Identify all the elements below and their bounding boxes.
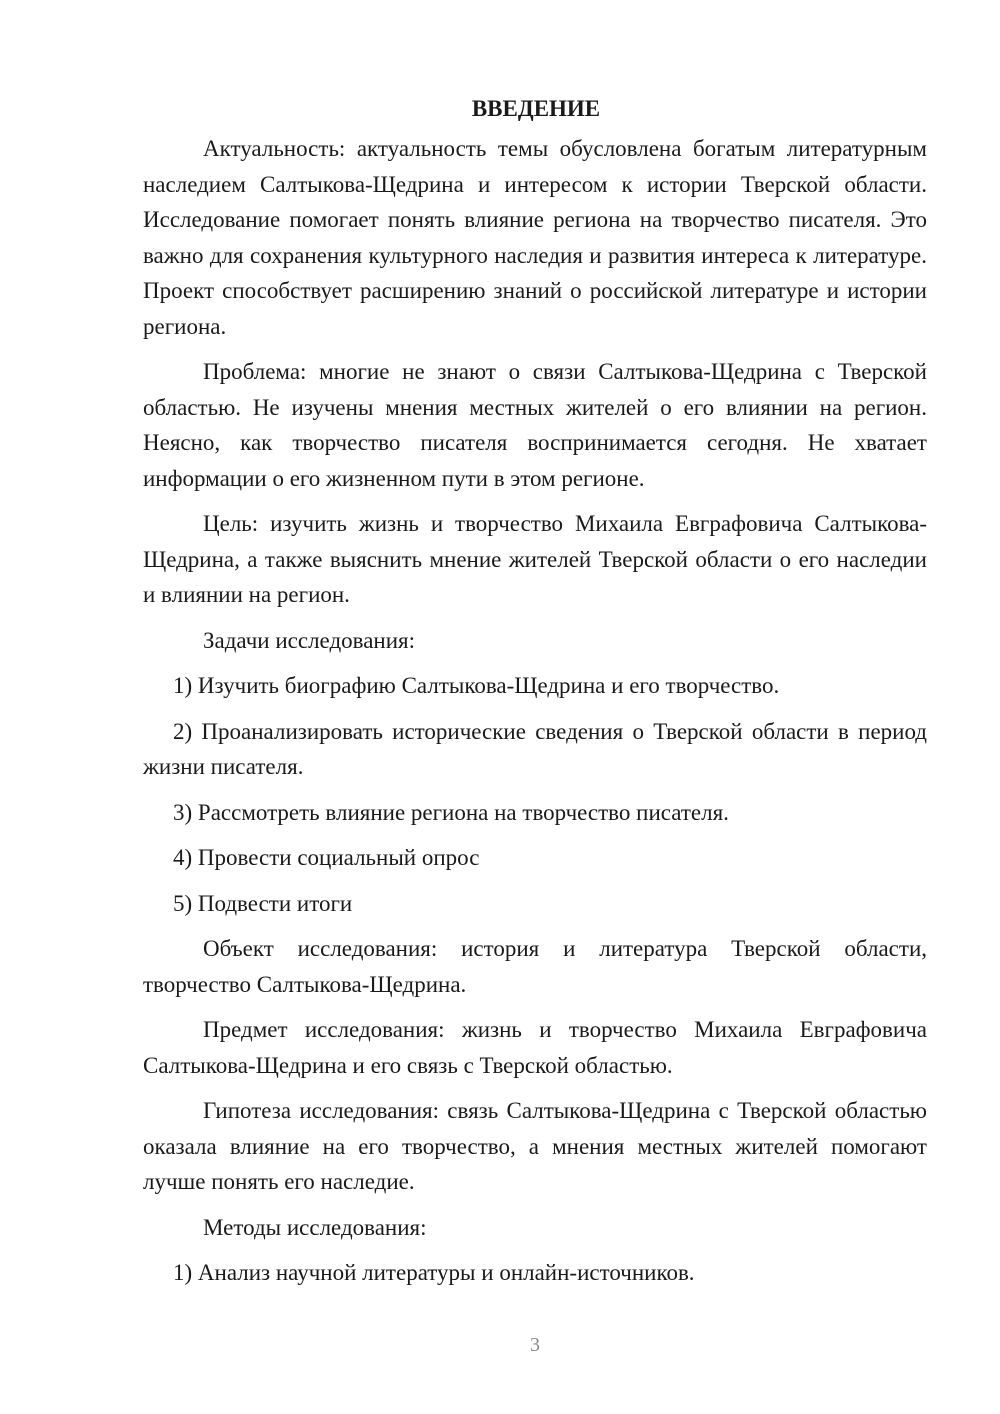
task-item-3: 3) Рассмотреть влияние региона на творчество писателя. (173, 799, 729, 825)
task-item-1: 1) Изучить биографию Салтыкова-Щедрина и его творчество. (173, 673, 780, 698)
page-number: 3 (530, 1334, 540, 1356)
subject-paragraph: Предмет исследования: жизнь и творчество Михаила Евграфовича Салтыкова-Щедрина и его связь с Тверской областью. (143, 1017, 927, 1078)
task-item-5: 5) Подвести итоги (173, 890, 353, 916)
page-content (143, 94, 927, 1301)
problem-paragraph: Проблема: многие не знают о связи Салтыкова-Щедрина с Тверской областью. Не изучены мнения местных жителей о его влиянии на регион. Неясно, как творчество писателя воспринимается сегодня. Не хватает информации о его жизненном пути в этом регионе. (143, 359, 927, 491)
task-item-2: 2) Проанализировать исторические сведения о Тверской области в период жизни писателя. (143, 718, 927, 779)
methods-heading: Методы исследования: (203, 1214, 427, 1240)
goal-paragraph: Цель: изучить жизнь и творчество Михаила Евграфовича Салтыкова-Щедрина, а также выяснить мнение жителей Тверской области о его наследии и влиянии на регион. (143, 511, 927, 607)
section-title: ВВЕДЕНИЕ (471, 96, 601, 121)
hypothesis-paragraph: Гипотеза исследования: связь Салтыкова-Щедрина с Тверской областью оказала влияние на его творчество, а мнения местных жителей помогают лучше понять его наследие. (143, 1098, 927, 1194)
method-item-1: 1) Анализ научной литературы и онлайн-источников. (173, 1260, 695, 1285)
relevance-paragraph: Актуальность: актуальность темы обусловлена богатым литературным наследием Салтыкова-Щедрина и интересом к истории Тверской области. Исследование помогает понять влияние региона на творчество писателя. Это важно для сохранения культурного наследия и развития интереса к литературе. Проект способствует расширению знаний о российской литературе и истории региона. (143, 136, 927, 339)
tasks-heading: Задачи исследования: (203, 627, 416, 653)
task-item-4: 4) Провести социальный опрос (173, 845, 480, 870)
object-paragraph: Объект исследования: история и литература Тверской области, творчество Салтыкова-Щедрина. (143, 936, 927, 997)
